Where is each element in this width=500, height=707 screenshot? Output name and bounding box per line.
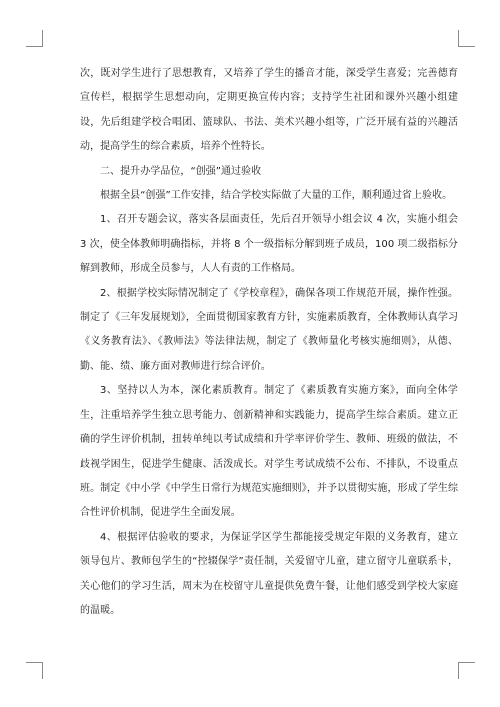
paragraph-item-2: 2、根据学校实际情况制定了《学校章程》，确保各项工作规范开展，操作性强。制定了《三年发展规划》，全面贯彻国家教育方针，实施素质教育，全体教师认真学习《义务教育法》、《教师法》等法律法规，制定了《教师量化考核实施细则》，从德、勤、能、绩、廉方面对教师进行综合评价。 — [80, 287, 458, 372]
crop-mark-bottom-right — [458, 662, 475, 679]
crop-mark-bottom-left — [26, 662, 43, 679]
crop-mark-top-right — [458, 30, 475, 47]
document-body — [80, 62, 458, 623]
paragraph-continuation: 次，既对学生进行了思想教育，又培养了学生的播音才能，深受学生喜爱；完善德育宣传栏，根据学生思想动向，定期更换宣传内容；支持学生社团和课外兴趣小组建设，先后组建学校合唱团、篮球队、书法、美术兴趣小组等，广泛开展有益的兴趣活动，提高学生的综合素质，培养个性特长。 — [80, 68, 458, 153]
paragraph-item-4: 4、根据评估验收的要求，为保证学区学生都能接受规定年限的义务教育，建立领导包片、教师包学生的“控辍保学”责任制，关爱留守儿童，建立留守儿童联系卡，关心他们的学习生活，周末为在校留守儿童提供免费午餐，让他们感受到学校大家庭的温暖。 — [80, 531, 458, 616]
paragraph-item-1: 1、召开专题会议，落实各层面责任，先后召开领导小组会议 4 次，实施小组会 3 次，使全体教师明确指标，并将 8 个一级指标分解到班子成员，100 项二级指标分解到教师，形成全员参与，人人有责的工作格局。 — [80, 214, 458, 275]
paragraph-item-3: 3、坚持以人为本，深化素质教育。制定了《素质教育实施方案》，面向全体学生，注重培养学生独立思考能力、创新精神和实践能力，提高学生综合素质。建立正确的学生评价机制，扭转单纯以考试成绩和升学率评价学生、教师、班级的做法，不歧视学困生，促进学生健康、活泼成长。对学生考试成绩不公布、不排队，不设重点班。制定《中小学《中学生日常行为规范实施细则》，并予以贯彻实施，形成了学生综合性评价机制，促进学生全面发展。 — [80, 385, 458, 519]
section-heading: 二、提升办学品位，“创强”通过验收 — [100, 165, 262, 177]
paragraph-intro: 根据全县“创强”工作安排，结合学校实际做了大量的工作，顺利通过省上验收。 — [100, 190, 453, 202]
crop-mark-top-left — [26, 30, 43, 47]
